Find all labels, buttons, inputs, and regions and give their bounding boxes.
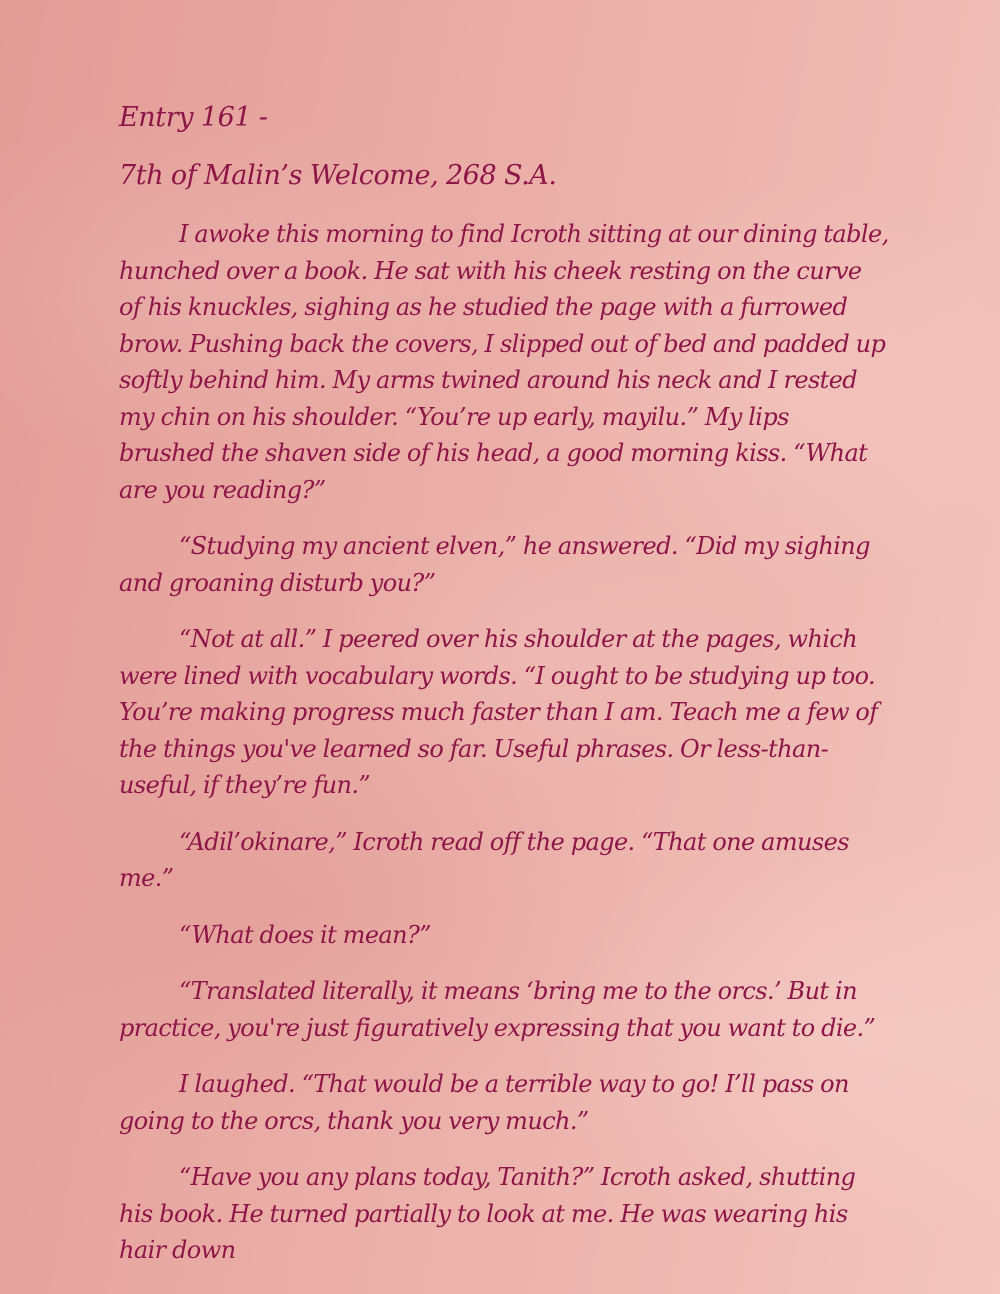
journal-text [119,98,889,1289]
paragraph: “Have you any plans today, Tanith?” Icroth asked, shutting his book. He turned partially to look at me. He was wearing his hair down [119,1163,856,1264]
entry-heading: Entry 161 - [119,102,268,133]
paragraph: I laughed. “That would be a terrible way to go! I’ll pass on going to the orcs, thank you very much.” [119,1070,849,1135]
paragraph: “Adil’okinare,” Icroth read off the page. “That one amuses me.” [119,827,849,892]
paragraph: I awoke this morning to find Icroth sitting at our dining table, hunched over a book. He sat with his cheek resting on the curve of his knuckles, sighing as he studied the page with a furrowed brow. Pushing back the covers, I slipped out of bed and padded up softly behind him. My arms twined around his neck and I rested my chin on his shoulder. “You’re up early, mayilu.” My lips brushed the shaven side of his head, a good morning kiss. “What are you reading?” [119,220,889,504]
paragraph: “What does it mean?” [179,920,431,949]
entry-date: 7th of Malin’s Welcome, 268 S.A. [119,160,557,191]
paragraph: “Not at all.” I peered over his shoulder at the pages, which were lined with vocabulary words. “I ought to be studying up too. You’re making progress much faster than I am. Teach me a few of the things you've learned so far. Useful phrases. Or less-than-useful, if they’re fun.” [119,625,878,799]
paragraph: “Studying my ancient elven,” he answered. “Did my sighing and groaning disturb you?” [119,532,870,597]
paragraph: “Translated literally, it means ‘bring me to the orcs.’ But in practice, you're just figuratively expressing that you want to die.” [119,977,876,1042]
